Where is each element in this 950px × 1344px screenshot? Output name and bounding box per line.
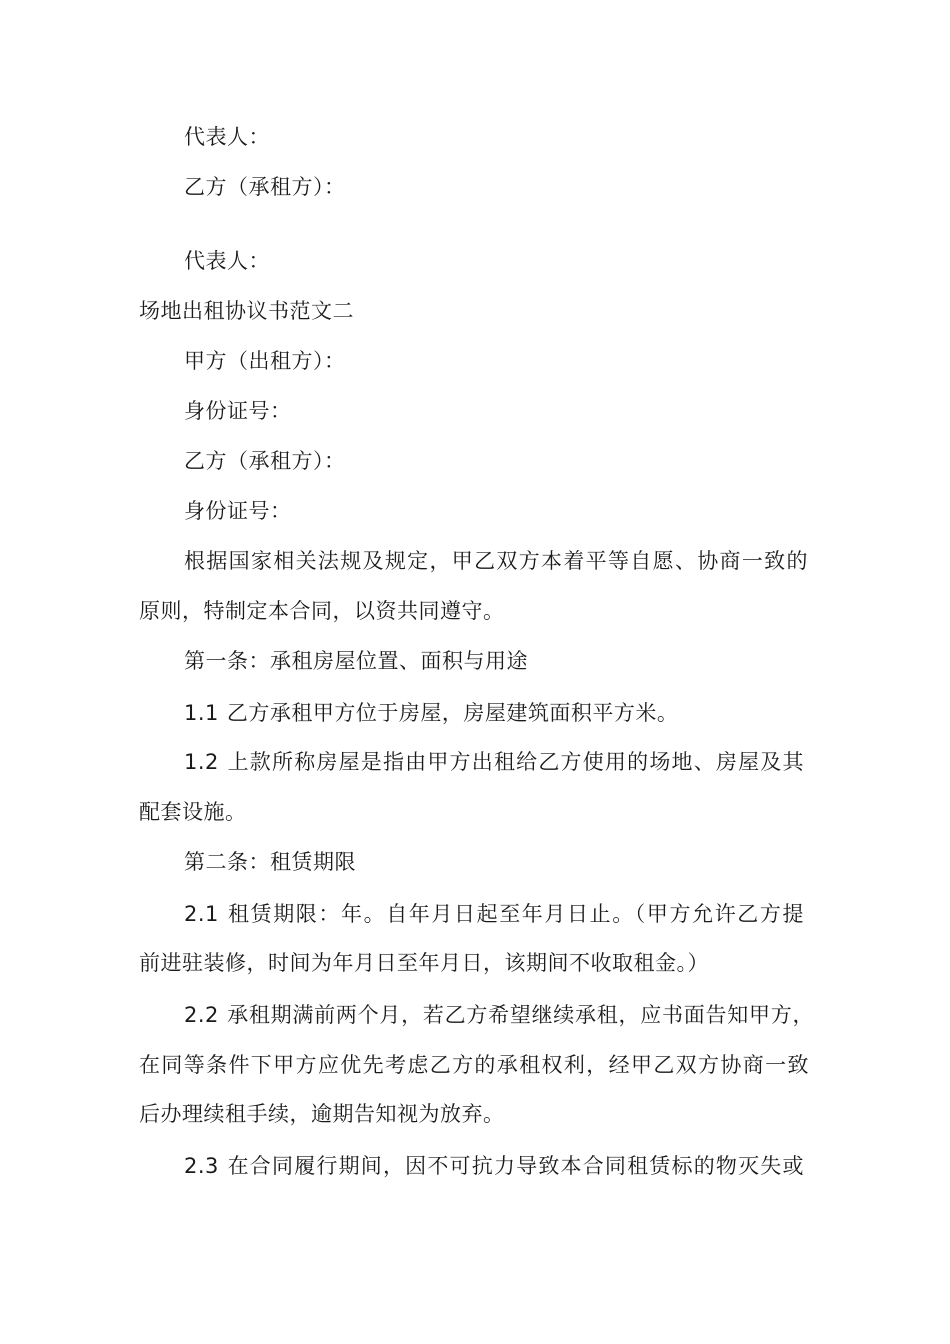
clause-line xyxy=(184,1000,814,1030)
clause-number: 1.2 xyxy=(184,750,219,774)
clause-text: 在合同履行期间，因不可抗力导致本合同租赁标的物灭失或 xyxy=(226,1154,804,1178)
paragraph-line: 配套设施。 xyxy=(139,800,247,824)
article-heading: 第二条：租赁期限 xyxy=(184,850,356,874)
clause-text: 乙方承租甲方位于房屋，房屋建筑面积平方米。 xyxy=(226,701,679,725)
section-title: 场地出租协议书范文二 xyxy=(139,299,354,323)
party-a-label: 甲方（出租方）： xyxy=(184,349,346,373)
clause-text: 上款所称房屋是指由甲方出租给乙方使用的场地、房屋及其 xyxy=(226,750,804,774)
representative-label: 代表人： xyxy=(184,125,270,149)
paragraph-line: 后办理续租手续，逾期告知视为放弃。 xyxy=(139,1102,505,1126)
clause-line xyxy=(184,747,804,777)
clause-number: 1.1 xyxy=(184,701,219,725)
clause-number: 2.2 xyxy=(184,1003,219,1027)
paragraph-line: 根据国家相关法规及规定，甲乙双方本着平等自愿、协商一致的 xyxy=(184,549,808,573)
clause-text: 承租期满前两个月，若乙方希望继续承租，应书面告知甲方， xyxy=(226,1003,814,1027)
id-number-label: 身份证号： xyxy=(184,499,292,523)
paragraph-line: 在同等条件下甲方应优先考虑乙方的承租权利，经甲乙双方协商一致 xyxy=(139,1053,809,1077)
representative-label: 代表人： xyxy=(184,249,270,273)
clause-line xyxy=(184,698,678,728)
party-b-label: 乙方（承租方）： xyxy=(184,175,346,199)
article-heading: 第一条：承租房屋位置、面积与用途 xyxy=(184,649,528,673)
paragraph-line: 前进驻装修，时间为年月日至年月日，该期间不收取租金。） xyxy=(139,951,709,975)
clause-line xyxy=(184,1151,804,1181)
clause-number: 2.3 xyxy=(184,1154,219,1178)
id-number-label: 身份证号： xyxy=(184,399,292,423)
party-b-label: 乙方（承租方）： xyxy=(184,449,346,473)
clause-number: 2.1 xyxy=(184,902,219,926)
clause-line xyxy=(184,899,804,929)
clause-text: 租赁期限：年。自年月日起至年月日止。（甲方允许乙方提 xyxy=(226,902,804,926)
paragraph-line: 原则，特制定本合同，以资共同遵守。 xyxy=(139,599,505,623)
